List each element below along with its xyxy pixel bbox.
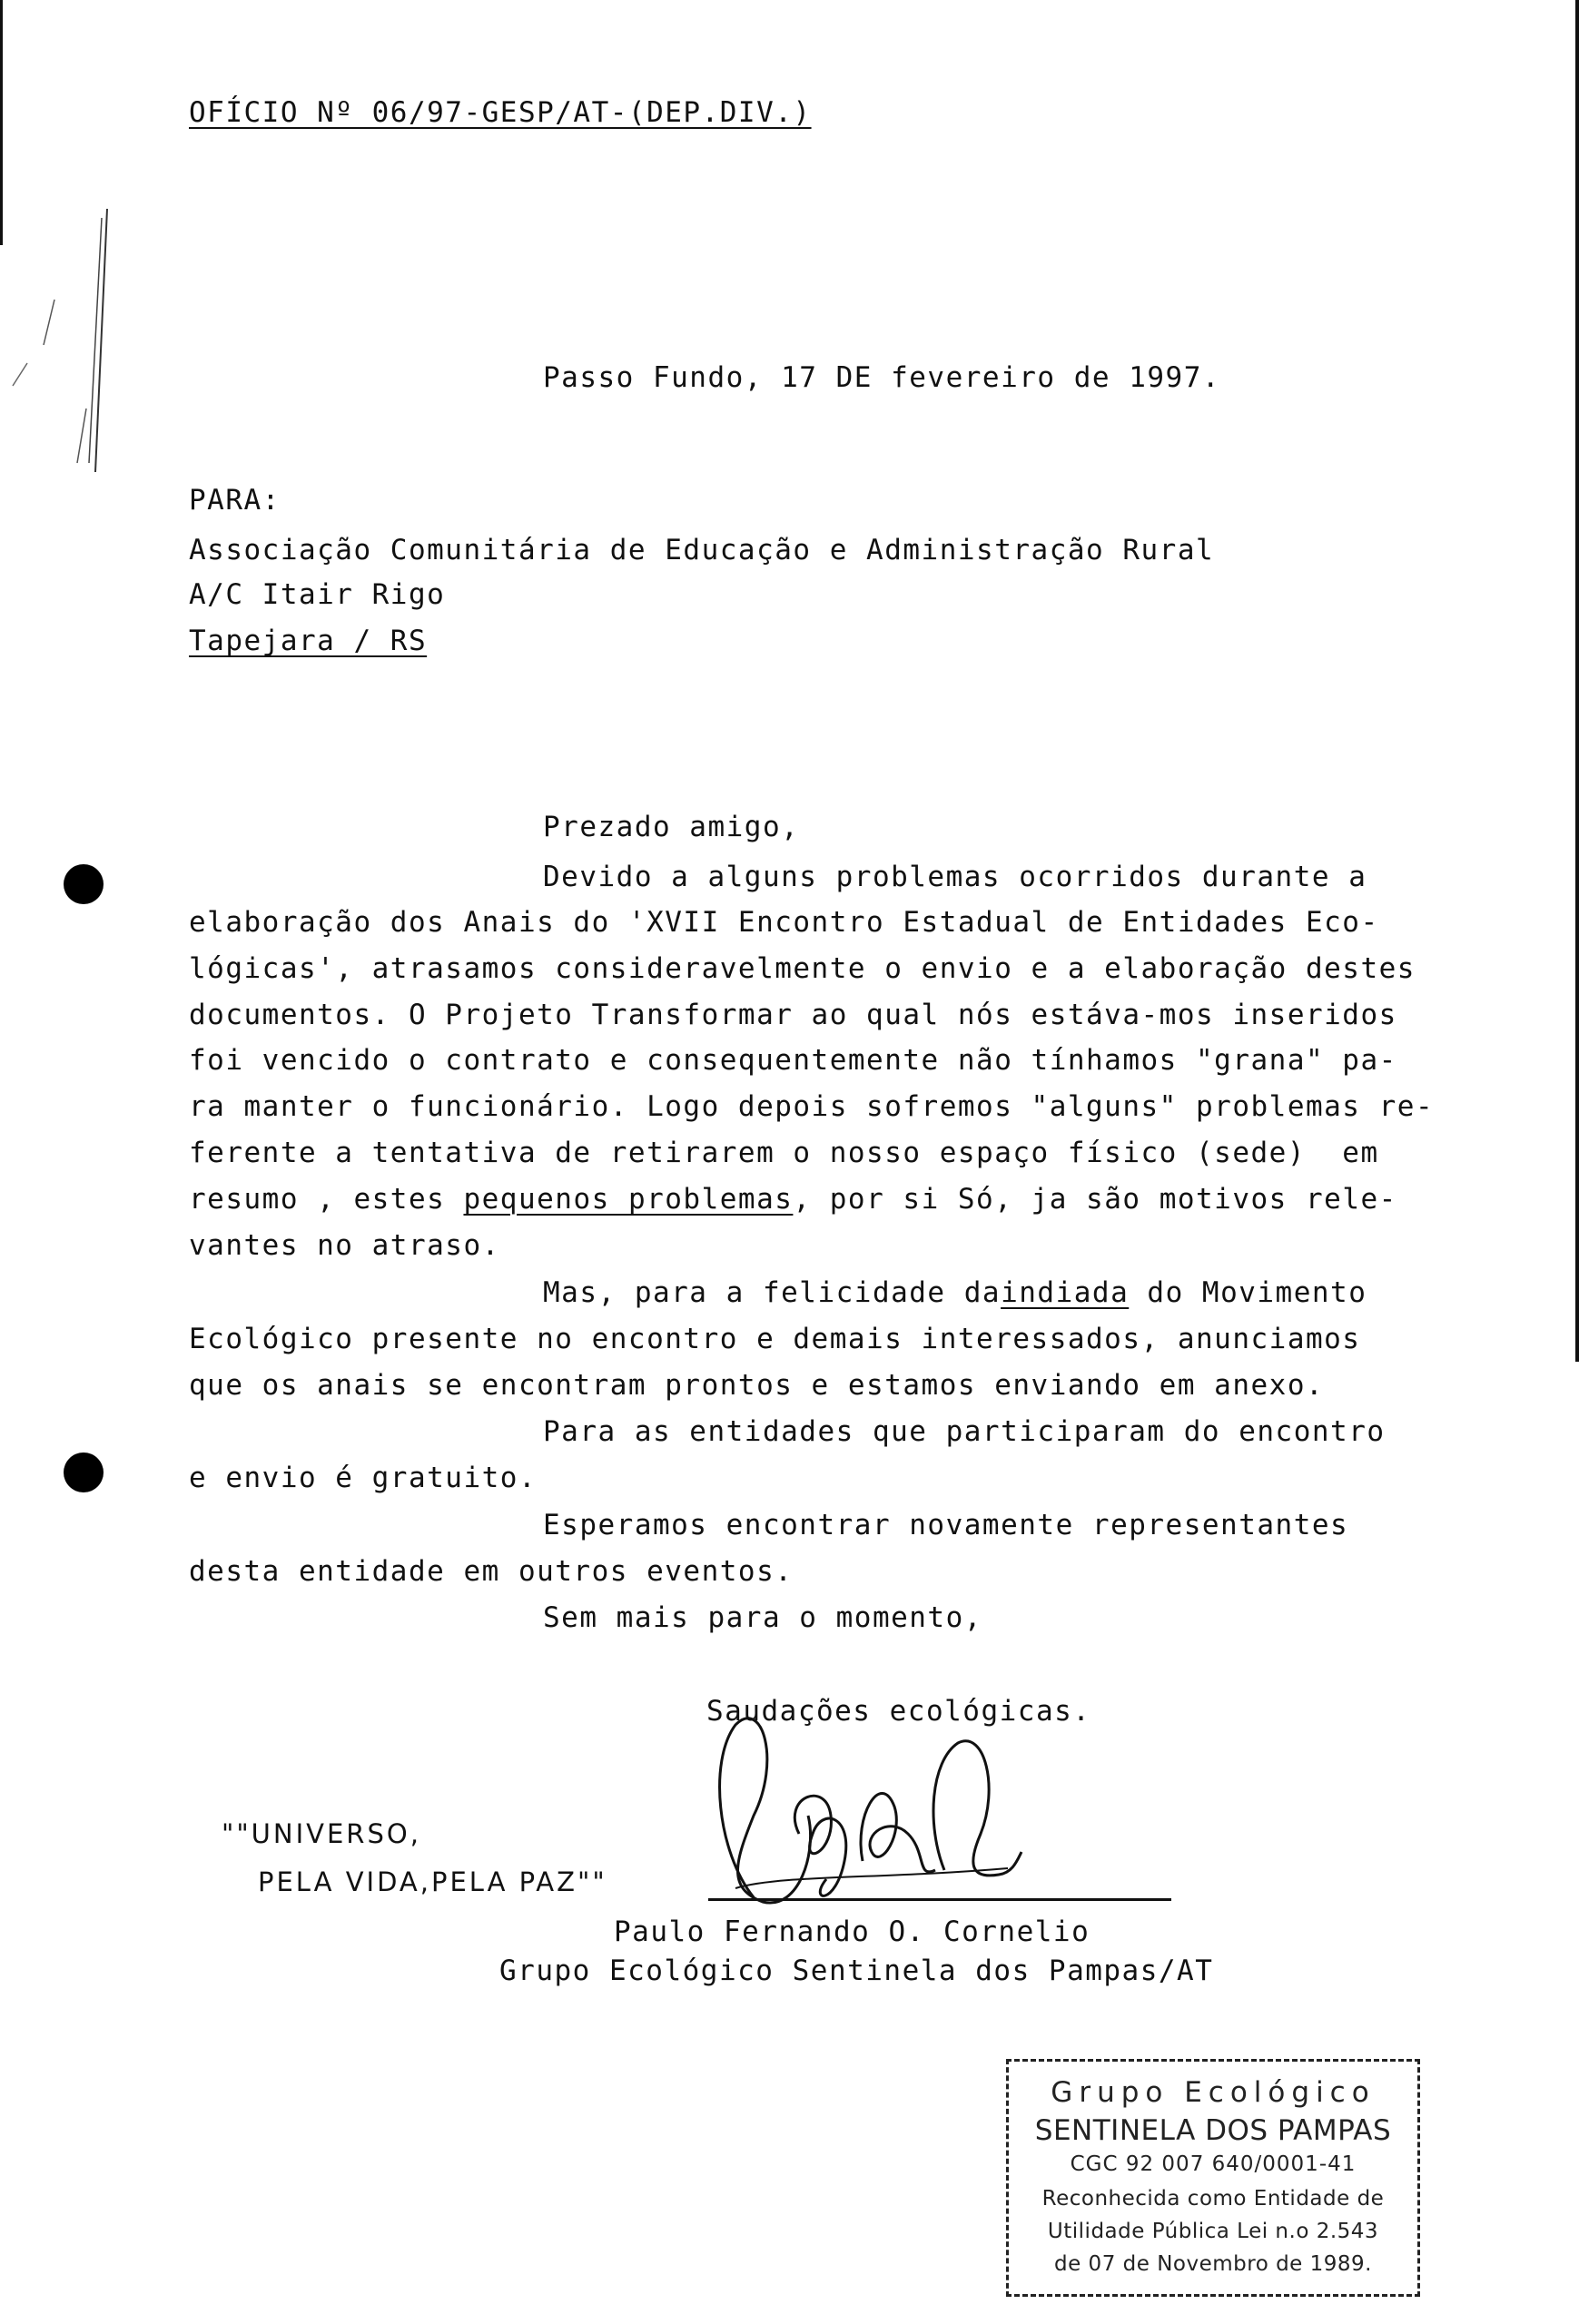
recipient-city: Tapejara / RS [189, 625, 428, 657]
body-line: documentos. O Projeto Transformar ao qual nós estáva-mos inseridos [189, 999, 1397, 1031]
body-line: desta entidade em outros eventos. [189, 1555, 794, 1588]
body-line: ferente a tentativa de retirarem o nosso espaço físico (sede) em [189, 1137, 1379, 1169]
stamp-line: CGC 92 007 640/0001-41 [1070, 2152, 1357, 2176]
stamp-line: Reconhecida como Entidade de [1041, 2187, 1385, 2211]
salutation: Prezado amigo, [543, 811, 800, 843]
signature-line [708, 1898, 1171, 1901]
body-line: lógicas', atrasamos consideravelmente o envio e a elaboração destes [189, 952, 1416, 985]
body-line: ra manter o funcionário. Logo depois sofremos "alguns" problemas re- [189, 1090, 1435, 1123]
body-line [189, 1183, 1397, 1216]
underlined-word: indiada [1001, 1276, 1130, 1309]
closing: Saudações ecológicas. [706, 1695, 1091, 1728]
body-line: Sem mais para o momento, [543, 1601, 982, 1634]
stamp-line: SENTINELA DOS PAMPAS [1034, 2114, 1392, 2147]
body-text: , por si Só, ja são motivos rele- [793, 1183, 1397, 1216]
body-line: e envio é gratuito. [189, 1462, 538, 1494]
recipient-label: PARA: [189, 484, 281, 517]
recipient-organization: Associação Comunitária de Educação e Administração Rural [189, 534, 1215, 566]
punch-hole-top [64, 864, 104, 904]
body-line: foi vencido o contrato e consequentemente não tínhamos "grana" pa- [189, 1044, 1397, 1077]
body-line: vantes no atraso. [189, 1229, 500, 1262]
body-line: Para as entidades que participaram do encontro [543, 1415, 1386, 1448]
stamp-line: Grupo Ecológico [1051, 2076, 1376, 2109]
margin-pen-marks [0, 200, 109, 472]
signatory-group: Grupo Ecológico Sentinela dos Pampas/AT [499, 1955, 1214, 1987]
right-scan-edge [1575, 0, 1579, 1362]
stamp-line: de 07 de Novembro de 1989. [1054, 2252, 1372, 2276]
body-line: Esperamos encontrar novamente representantes [543, 1509, 1349, 1541]
punch-hole-bottom [64, 1452, 104, 1492]
motto-line-2: PELA VIDA,PELA PAZ"" [258, 1866, 607, 1897]
stamp-line: Utilidade Pública Lei n.o 2.543 [1047, 2220, 1379, 2243]
date-line: Passo Fundo, 17 DE fevereiro de 1997. [543, 361, 1221, 394]
handwritten-signature [699, 1707, 1026, 1915]
motto-line-1: ""UNIVERSO, [222, 1818, 421, 1849]
body-line [543, 1276, 1367, 1309]
document-reference: OFÍCIO Nº 06/97-GESP/AT-(DEP.DIV.) [189, 96, 812, 129]
recipient-attention: A/C Itair Rigo [189, 578, 446, 611]
body-line: que os anais se encontram prontos e estamos enviando em anexo. [189, 1369, 1325, 1402]
body-text: resumo , estes [189, 1183, 464, 1216]
body-line: Ecológico presente no encontro e demais interessados, anunciamos [189, 1323, 1361, 1355]
body-text: Mas, para a felicidade da [543, 1276, 1002, 1309]
signatory-name: Paulo Fernando O. Cornelio [614, 1915, 1090, 1948]
underlined-phrase: pequenos problemas [463, 1183, 794, 1216]
body-text: do Movimento [1129, 1276, 1367, 1309]
organization-stamp [1006, 2059, 1420, 2297]
body-line: elaboração dos Anais do 'XVII Encontro Estadual de Entidades Eco- [189, 906, 1379, 939]
body-line: Devido a alguns problemas ocorridos durante a [543, 861, 1367, 893]
